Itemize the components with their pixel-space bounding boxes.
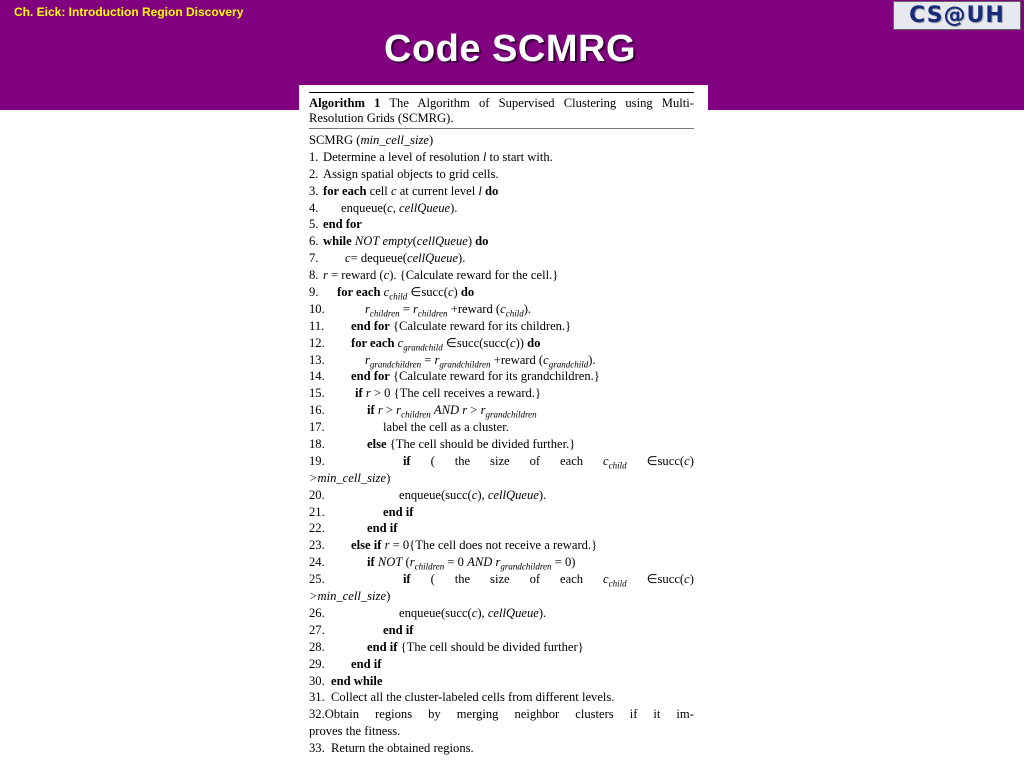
algorithm-line: 13. $r_{grandchildren} = r_{grandchildren}$ +reward $(c_{grandchild})$. (309, 352, 596, 370)
algorithm-line: 5. end for (309, 217, 362, 232)
algorithm-lines (309, 149, 694, 757)
algorithm-figure (299, 85, 708, 761)
algorithm-line: 33. Return the obtained regions. (309, 741, 474, 756)
algorithm-line: 3. for each cell c at current level l do (309, 183, 499, 198)
algorithm-line: 15. if r > 0 {The cell receives a reward.} (309, 386, 541, 401)
algorithm-line: 28. end if {The cell should be divided further} (309, 639, 584, 654)
algorithm-line: 17. label the cell as a cluster. (309, 420, 509, 435)
algorithm-caption (309, 96, 694, 126)
algorithm-line: 7. c= dequeue(cellQueue). (309, 251, 466, 266)
top-rule (309, 92, 694, 93)
cs-uh-logo (893, 1, 1021, 30)
algorithm-line: 4. enqueue(c, cellQueue). (309, 200, 458, 215)
algorithm-line: 16. if $r > r_{children}$ AND $r > r_{grandchildren}$ (309, 403, 537, 420)
algorithm-line: 25. if ( the size of each $c_{child}$ ∈succ(c) >min_cell_size) (309, 572, 694, 604)
algorithm-line: 31. Collect all the cluster-labeled cells from different levels. (309, 690, 615, 705)
algorithm-caption-prefix: Algorithm 1 (309, 96, 381, 110)
algorithm-line: 27. end if (309, 622, 414, 637)
algorithm-line: 9. for each $c_{child}$ ∈succ(c) do (309, 285, 475, 302)
algorithm-line: 21. end if (309, 504, 414, 519)
caption-rule (309, 128, 694, 129)
algorithm-line: 30. end while (309, 673, 383, 688)
algorithm-line: 26. enqueue(succ(c), cellQueue). (309, 605, 547, 620)
algorithm-line: 8. r = reward (c). {Calculate reward for the cell.} (309, 268, 559, 283)
algorithm-line: 23. else if r = 0{The cell does not receive a reward.} (309, 538, 598, 553)
logo-text: CS@UH (909, 3, 1005, 28)
algorithm-line: 14. end for {Calculate reward for its grandchildren.} (309, 369, 600, 384)
algorithm-line: 2. Assign spatial objects to grid cells. (309, 166, 499, 181)
slide-title: Code SCMRG (384, 28, 636, 70)
algorithm-line: 22. end if (309, 521, 398, 536)
algorithm-line: 18. else {The cell should be divided further.} (309, 437, 576, 452)
algorithm-line: 29. end if (309, 656, 382, 671)
algorithm-line: 12. for each $c_{grandchild}$ ∈succ(succ(c)) do (309, 335, 541, 353)
algorithm-line: 32.Obtain regions by merging neighbor clusters if it im- proves the fitness. (309, 707, 694, 739)
algorithm-line: 6. while NOT empty(cellQueue) do (309, 234, 489, 249)
signature-name: SCMRG (309, 133, 354, 147)
algorithm-caption-text: The Algorithm of Supervised Clustering using Multi-Resolution Grids (SCMRG). (309, 96, 694, 125)
algorithm-line: 20. enqueue(succ(c), cellQueue). (309, 487, 547, 502)
algorithm-line: 11. end for {Calculate reward for its children.} (309, 318, 572, 333)
course-label: Ch. Eick: Introduction Region Discovery (14, 5, 244, 19)
algorithm-line: 1. Determine a level of resolution l to start with. (309, 149, 553, 164)
algorithm-signature: SCMRG (min_cell_size) (309, 133, 434, 147)
algorithm-line: 24. if NOT ($r_{children} = 0$ AND $r_{grandchildren} = 0$) (309, 555, 576, 572)
signature-param: min_cell_size (360, 133, 430, 147)
algorithm-line: 19. if ( the size of each $c_{child}$ ∈succ(c) >min_cell_size) (309, 453, 694, 485)
algorithm-line: 10. $r_{children} = r_{children}$ +reward $(c_{child})$. (309, 301, 532, 319)
